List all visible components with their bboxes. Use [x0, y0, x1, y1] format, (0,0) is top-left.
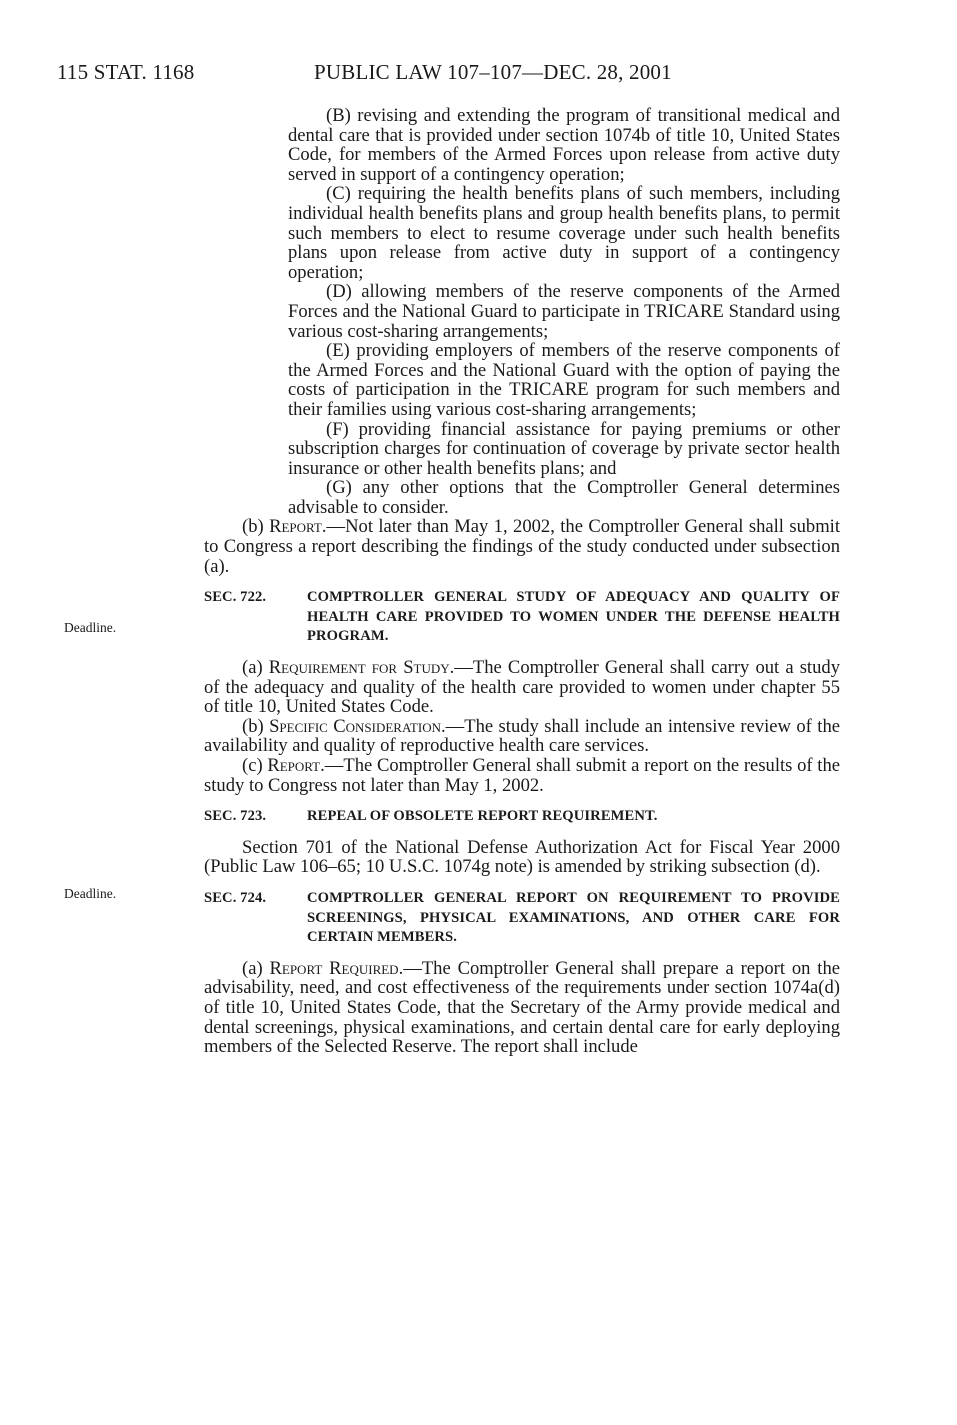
margin-note-deadline: Deadline.: [64, 620, 117, 635]
stat-reference: 115 STAT. 1168: [57, 60, 195, 84]
section-723-text: Section 701 of the National Defense Authorization Act for Fiscal Year 2000 (Public Law 106–65; 10 U.S.C. 1074g note) is amended by striking subsection (d).: [204, 836, 840, 878]
subsection-prefix: (b): [242, 715, 270, 737]
section-title: COMPTROLLER GENERAL REPORT ON REQUIREMENT TO PROVIDE SCREENINGS, PHYSICAL EXAMINATIONS, AND OTHER CARE FOR CERTAIN MEMBERS.: [307, 889, 840, 946]
subsection-heading: Report: [267, 755, 321, 776]
section-number: SEC. 722.: [204, 589, 267, 606]
paragraph-d-tricare-standard: (D) allowing members of the reserve components of the Armed Forces and the National Guard to participate in TRICARE Standard using various cost-sharing arrangements;: [288, 281, 840, 342]
subsection-prefix: (a): [242, 957, 270, 979]
section-722-subsection-b: [204, 717, 840, 756]
paragraph-c-health-plans: (C) requiring the health benefits plans of such members, including individual health benefits plans and group health benefits plans, to permit such members to elect to resume coverage under such health benefits plans upon release from active duty in support of a contingency operation;: [288, 183, 840, 283]
section-number: SEC. 724.: [204, 889, 267, 906]
section-722-subsection-c: [204, 756, 840, 795]
section-723-heading: [204, 807, 840, 827]
subsection-prefix: (b): [242, 516, 270, 538]
public-law-reference: PUBLIC LAW 107–107—DEC. 28, 2001: [314, 60, 672, 84]
paragraph-e-employers: (E) providing employers of members of the reserve components of the Armed Forces and the National Guard with the option of paying the costs of participation in the TRICARE program for such members and their families using various cost-sharing arrangements;: [288, 340, 840, 420]
section-722-heading: [204, 588, 840, 647]
paragraph-g-other-options: (G) any other options that the Comptroller General determines advisable to consider.: [288, 477, 840, 518]
section-number: SEC. 723.: [204, 808, 267, 825]
subsection-text: .—The Comptroller General shall carry out a study of the adequacy and quality of the health care provided to women under chapter 55 of title 10, United States Code.: [204, 657, 840, 718]
subsection-b-report: [204, 517, 840, 576]
subsection-heading: Report: [269, 516, 322, 538]
paragraph-b-transitional-care: (B) revising and extending the program of transitional medical and dental care that is provided under section 1074b of title 10, United States Code, for members of the Armed Forces upon release from active duty served in support of a contingency operation;: [288, 105, 840, 185]
subsection-prefix: (a): [242, 657, 269, 679]
section-724-subsection-a: [204, 959, 840, 1057]
paragraph-f-financial-assistance: (F) providing financial assistance for paying premiums or other subscription charges for continuation of coverage by private sector health insurance or other health benefits plans; and: [288, 418, 840, 479]
subsection-text: .—The Comptroller General shall submit a report on the results of the study to Congress not later than May 1, 2002.: [204, 755, 840, 796]
margin-note-deadline: Deadline.: [64, 886, 117, 901]
running-head: [57, 60, 857, 90]
subsection-text: .—Not later than May 1, 2002, the Comptroller General shall submit to Congress a report describing the findings of the study conducted under subsection (a).: [204, 516, 840, 577]
subsection-prefix: (c): [242, 755, 268, 776]
subsection-heading: Specific Consideration: [269, 715, 441, 737]
subsection-text: .—The Comptroller General shall prepare a report on the advisability, need, and cost effectiveness of the requirements under section 1074a(d) of title 10, United States Code, that the Secretary of the Army provide medical and dental screenings, physical examinations, and certain dental care for early deploying members of the Selected Reserve. The report shall include: [204, 957, 840, 1058]
body-text: [204, 106, 840, 1057]
section-title: REPEAL OF OBSOLETE REPORT REQUIREMENT.: [307, 808, 658, 825]
subsection-heading: Report Required: [269, 957, 399, 979]
subsection-heading: Requirement for Study: [268, 657, 450, 679]
section-724-heading: [204, 889, 840, 948]
section-title: COMPTROLLER GENERAL STUDY OF ADEQUACY AND QUALITY OF HEALTH CARE PROVIDED TO WOMEN UNDER THE DEFENSE HEALTH PROGRAM.: [307, 589, 840, 645]
subsection-text: .—The study shall include an intensive review of the availability and quality of reproductive health care services.: [204, 715, 840, 757]
section-722-subsection-a: [204, 658, 840, 717]
